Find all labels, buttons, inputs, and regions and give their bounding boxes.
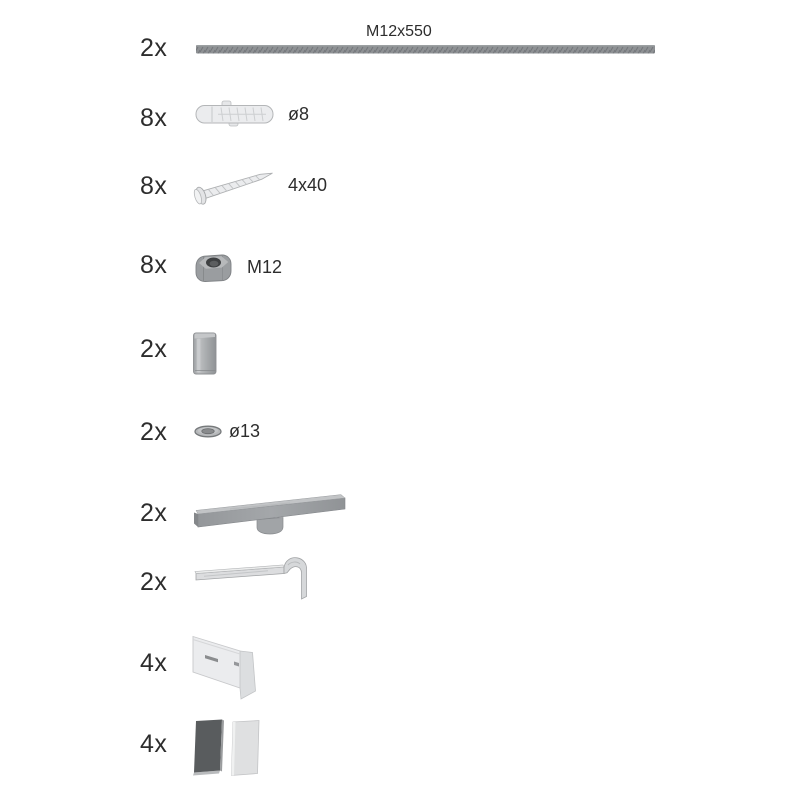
label-washer: ø13	[229, 421, 261, 441]
qty-hook-bracket: 2x	[140, 568, 168, 596]
sleeve-nut-graphic	[194, 333, 217, 374]
rail-boss	[257, 518, 283, 535]
qty-screw: 8x	[140, 172, 168, 200]
washer-graphic	[195, 426, 221, 437]
qty-sleeve-nut: 2x	[140, 335, 168, 363]
panel-light	[232, 721, 260, 776]
panel-dark	[194, 720, 222, 773]
qty-washer: 2x	[140, 418, 168, 446]
label-wall-plug: ø8	[288, 104, 310, 124]
panel-set-graphic	[193, 720, 259, 776]
qty-wall-plug: 8x	[140, 104, 168, 132]
hook-loop	[284, 558, 307, 599]
wall-plug-graphic	[196, 101, 273, 126]
qty-panel-set: 4x	[140, 730, 168, 758]
angle-bracket-graphic	[193, 637, 256, 700]
threaded-rod-graphic	[196, 45, 655, 54]
screw-graphic	[192, 165, 275, 206]
nut-hole	[210, 261, 219, 267]
label-threaded-rod: M12x550	[366, 23, 432, 40]
label-screw: 4x40	[288, 175, 328, 195]
rail-bracket-graphic	[194, 495, 345, 534]
washer-hole	[202, 429, 214, 434]
qty-rail-bracket: 2x	[140, 499, 168, 527]
hook-bracket-graphic	[195, 558, 307, 599]
hex-nut-graphic	[196, 255, 231, 282]
qty-threaded-rod: 2x	[140, 34, 168, 62]
label-hex-nut: M12	[247, 257, 283, 277]
qty-hex-nut: 8x	[140, 251, 168, 279]
qty-angle-bracket: 4x	[140, 649, 168, 677]
